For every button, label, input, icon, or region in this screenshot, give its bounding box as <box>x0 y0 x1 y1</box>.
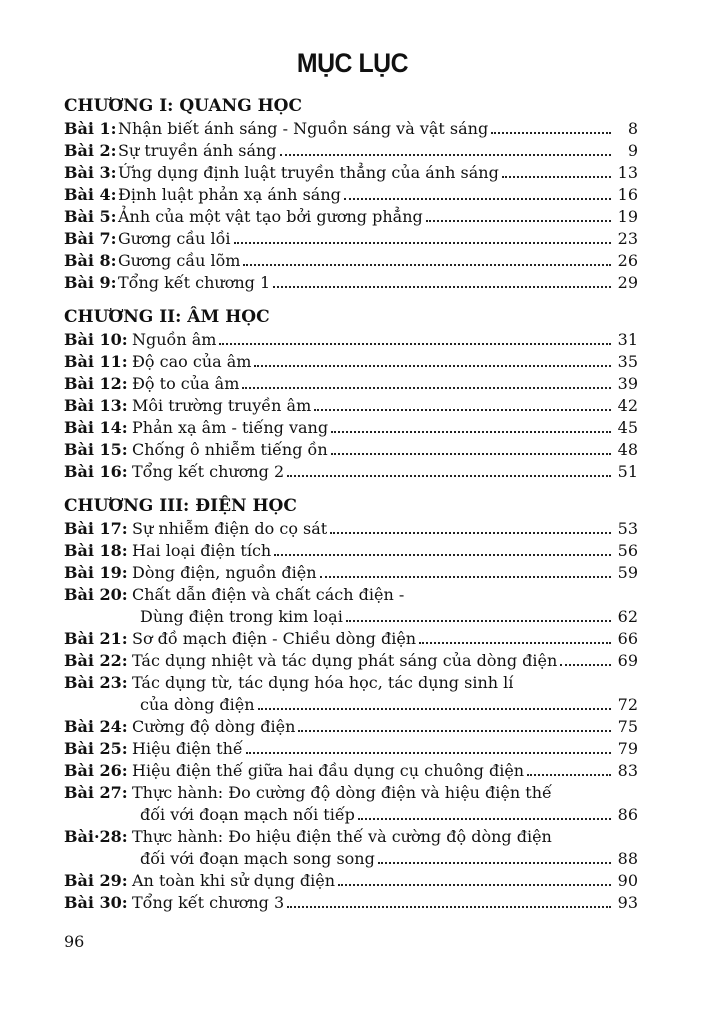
lesson-number: Bài 1: <box>64 119 117 138</box>
lesson-title: Phản xạ âm - tiếng vang <box>132 418 329 437</box>
lesson-number: Bài 22: <box>64 651 128 670</box>
lesson-number: Bài 27: <box>64 783 128 802</box>
lesson-number: Bài 23: <box>64 673 128 692</box>
lesson-number: Bài 25: <box>64 739 128 758</box>
toc-entry[interactable] <box>64 584 638 628</box>
lesson-title: Sự nhiễm điện do cọ sát <box>132 519 328 538</box>
toc-entry[interactable] <box>64 650 638 672</box>
dot-leader <box>320 562 611 578</box>
page-ref: 23 <box>617 229 638 248</box>
page-ref: 75 <box>617 717 638 736</box>
lesson-number: Bài 10: <box>64 330 128 349</box>
lesson-title: Tổng kết chương 3 <box>132 893 285 912</box>
toc-entry[interactable] <box>64 439 638 461</box>
lesson-title: Chất dẫn điện và chất cách điện - <box>132 585 405 604</box>
toc-entry[interactable] <box>64 892 638 914</box>
page-ref: 16 <box>617 185 638 204</box>
page-title: MỤC LỤC <box>296 48 409 78</box>
toc-entry[interactable] <box>64 540 638 562</box>
lesson-number: Bài 24: <box>64 717 128 736</box>
lesson-title: Gương cầu lõm <box>118 251 241 270</box>
lesson-title: Hiệu điện thế giữa hai đầu dụng cụ chuông điện <box>132 761 525 780</box>
lesson-title: Ảnh của một vật tạo bởi gương phẳng <box>118 207 423 226</box>
lesson-number: Bài 17: <box>64 519 128 538</box>
chapter-heading: CHƯƠNG II: ÂM HỌC <box>64 307 270 327</box>
page-ref: 69 <box>617 651 638 670</box>
dot-leader <box>258 694 611 710</box>
toc-entry[interactable] <box>64 417 638 439</box>
toc-entry[interactable] <box>64 250 638 272</box>
table-of-contents <box>64 92 638 914</box>
toc-entry[interactable] <box>64 562 638 584</box>
page-ref: 88 <box>617 849 638 868</box>
toc-entry[interactable] <box>64 351 638 373</box>
dot-leader <box>426 206 611 222</box>
lesson-number: Bài 19: <box>64 563 128 582</box>
dot-leader <box>274 540 611 556</box>
dot-leader <box>219 329 611 345</box>
lesson-number: Bài 3: <box>64 163 117 182</box>
lesson-title: Độ to của âm <box>132 374 240 393</box>
lesson-number: Bài 30: <box>64 893 128 912</box>
page-ref: 59 <box>617 563 638 582</box>
dot-leader <box>331 439 611 455</box>
toc-entry[interactable] <box>64 184 638 206</box>
chapter-heading: CHƯƠNG I: QUANG HỌC <box>64 96 303 116</box>
lesson-number: Bài 13: <box>64 396 128 415</box>
lesson-number: Bài·28: <box>64 827 128 846</box>
page-ref: 45 <box>617 418 638 437</box>
dot-leader <box>234 228 611 244</box>
page-ref: 8 <box>627 119 638 138</box>
page-ref: 29 <box>617 273 638 292</box>
toc-entry[interactable] <box>64 760 638 782</box>
toc-entry[interactable] <box>64 461 638 483</box>
lesson-number: Bài 14: <box>64 418 128 437</box>
page-number: 96 <box>64 932 85 951</box>
lesson-title: Độ cao của âm <box>132 352 252 371</box>
toc-entry[interactable] <box>64 518 638 540</box>
dot-leader <box>491 118 611 134</box>
toc-entry[interactable] <box>64 395 638 417</box>
lesson-number: Bài 4: <box>64 185 117 204</box>
chapter-heading: CHƯƠNG III: ĐIỆN HỌC <box>64 496 297 516</box>
lesson-title: Hai loại điện tích <box>132 541 272 560</box>
lesson-number: Bài 18: <box>64 541 128 560</box>
lesson-number: Bài 11: <box>64 352 128 371</box>
lesson-title-continued: Dùng điện trong kim loại <box>140 607 343 626</box>
dot-leader <box>243 250 611 266</box>
lesson-title: Tổng kết chương 1 <box>118 273 271 292</box>
lesson-title-continued: đối với đoạn mạch song song <box>140 849 375 868</box>
dot-leader <box>330 518 611 534</box>
page-ref: 93 <box>617 893 638 912</box>
toc-entry[interactable] <box>64 826 638 870</box>
page-ref: 26 <box>617 251 638 270</box>
lesson-number: Bài 21: <box>64 629 128 648</box>
dot-leader <box>287 892 611 908</box>
lesson-number: Bài 20: <box>64 585 128 604</box>
lesson-title: Môi trường truyền âm <box>132 396 312 415</box>
page-ref: 90 <box>617 871 638 890</box>
lesson-number: Bài 8: <box>64 251 117 270</box>
lesson-title: Nhận biết ánh sáng - Nguồn sáng và vật sáng <box>118 119 489 138</box>
dot-leader <box>378 848 611 864</box>
dot-leader <box>242 373 611 389</box>
lesson-number: Bài 26: <box>64 761 128 780</box>
page-ref: 86 <box>617 805 638 824</box>
lesson-title: Nguồn âm <box>132 330 217 349</box>
dot-leader <box>358 804 611 820</box>
toc-entry[interactable] <box>64 272 638 294</box>
lesson-title: Gương cầu lồi <box>118 229 231 248</box>
lesson-title: Dòng điện, nguồn điện <box>132 563 317 582</box>
dot-leader <box>331 417 611 433</box>
lesson-number: Bài 12: <box>64 374 128 393</box>
lesson-title-continued: đối với đoạn mạch nối tiếp <box>140 805 355 824</box>
toc-entry[interactable] <box>64 228 638 250</box>
dot-leader <box>246 738 611 754</box>
lesson-title: Tác dụng nhiệt và tác dụng phát sáng của dòng điện <box>132 651 558 670</box>
dot-leader <box>273 272 611 288</box>
toc-entry[interactable] <box>64 628 638 650</box>
lesson-number: Bài 2: <box>64 141 117 160</box>
page-ref: 83 <box>617 761 638 780</box>
lesson-number: Bài 16: <box>64 462 128 481</box>
lesson-title: An toàn khi sử dụng điện <box>132 871 336 890</box>
toc-entry[interactable] <box>64 162 638 184</box>
lesson-number: Bài 9: <box>64 273 117 292</box>
page-ref: 39 <box>617 374 638 393</box>
dot-leader <box>560 650 611 666</box>
lesson-title: Cường độ dòng điện <box>132 717 296 736</box>
lesson-title: Sơ đồ mạch điện - Chiều dòng điện <box>132 629 417 648</box>
lesson-title: Sự truyền ánh sáng <box>118 141 277 160</box>
toc-entry[interactable] <box>64 206 638 228</box>
lesson-title: Ứng dụng định luật truyền thẳng của ánh sáng <box>118 163 499 182</box>
lesson-title: Hiệu điện thế <box>132 739 243 758</box>
page-ref: 62 <box>617 607 638 626</box>
page-ref: 9 <box>627 141 638 160</box>
dot-leader <box>338 870 611 886</box>
toc-entry[interactable] <box>64 118 638 140</box>
toc-entry[interactable] <box>64 782 638 826</box>
page-ref: 72 <box>617 695 638 714</box>
toc-entry[interactable] <box>64 140 638 162</box>
lesson-title: Thực hành: Đo cường độ dòng điện và hiệu điện thế <box>132 783 552 802</box>
page-ref: 51 <box>617 462 638 481</box>
lesson-number: Bài 5: <box>64 207 117 226</box>
toc-entry[interactable] <box>64 870 638 892</box>
dot-leader <box>280 140 611 156</box>
toc-entry[interactable] <box>64 672 638 716</box>
lesson-number: Bài 7: <box>64 229 117 248</box>
toc-entry[interactable] <box>64 329 638 351</box>
lesson-title: Định luật phản xạ ánh sáng <box>118 185 341 204</box>
lesson-number: Bài 29: <box>64 871 128 890</box>
lesson-title-continued: của dòng điện <box>140 695 255 714</box>
toc-entry[interactable] <box>64 373 638 395</box>
dot-leader <box>419 628 611 644</box>
page-ref: 56 <box>617 541 638 560</box>
dot-leader <box>254 351 611 367</box>
page-ref: 35 <box>617 352 638 371</box>
page-ref: 48 <box>617 440 638 459</box>
dot-leader <box>314 395 611 411</box>
lesson-title: Thực hành: Đo hiệu điện thế và cường độ dòng điện <box>132 827 552 846</box>
lesson-title: Tổng kết chương 2 <box>132 462 285 481</box>
page-ref: 53 <box>617 519 638 538</box>
dot-leader <box>346 606 611 622</box>
page-ref: 31 <box>617 330 638 349</box>
lesson-title: Chống ô nhiễm tiếng ồn <box>132 440 328 459</box>
dot-leader <box>502 162 611 178</box>
dot-leader <box>287 461 611 477</box>
dot-leader <box>527 760 611 776</box>
page-ref: 13 <box>617 163 638 182</box>
page-ref: 42 <box>617 396 638 415</box>
page-ref: 66 <box>617 629 638 648</box>
lesson-number: Bài 15: <box>64 440 128 459</box>
toc-entry[interactable] <box>64 738 638 760</box>
dot-leader <box>298 716 611 732</box>
page-ref: 79 <box>617 739 638 758</box>
dot-leader <box>344 184 611 200</box>
lesson-title: Tác dụng từ, tác dụng hóa học, tác dụng sinh lí <box>132 673 514 692</box>
page-ref: 19 <box>617 207 638 226</box>
toc-entry[interactable] <box>64 716 638 738</box>
